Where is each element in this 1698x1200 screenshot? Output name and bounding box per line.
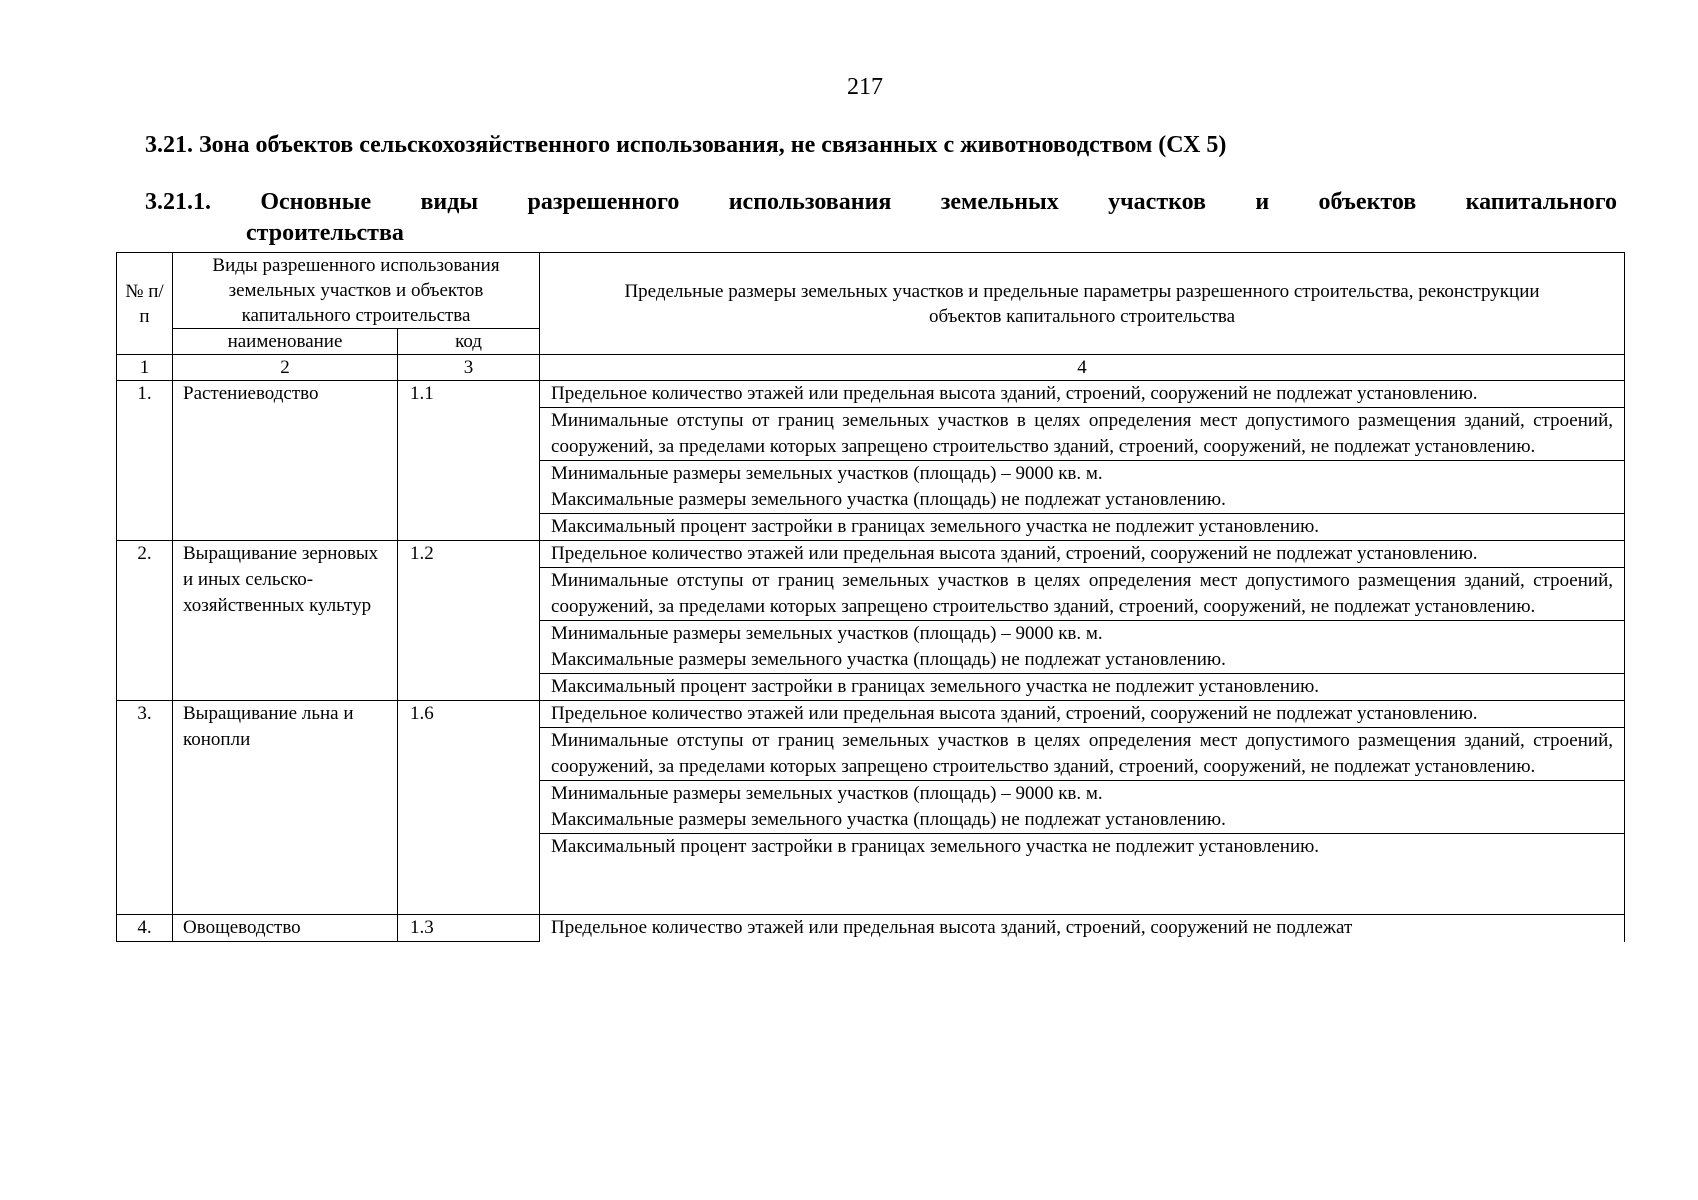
land-use-name: Выращивание зерновых и иных сельско-хозяйственных культур <box>173 541 398 701</box>
land-use-parameter: Предельное количество этажей или предельная высота зданий, строений, сооружений не подлежат установлению. <box>540 701 1625 728</box>
land-use-parameter: Максимальный процент застройки в границах земельного участка не подлежит установлению. <box>540 674 1625 701</box>
table-header-row <box>117 253 1625 329</box>
land-use-name: Выращивание льна и конопли <box>173 701 398 915</box>
land-use-code: 1.1 <box>398 381 540 541</box>
land-use-parameter: Максимальный процент застройки в границах земельного участка не подлежит установлению. <box>540 834 1625 915</box>
land-use-table <box>116 252 1625 942</box>
land-use-code: 1.3 <box>398 915 540 942</box>
header-name: наименование <box>173 329 398 355</box>
land-use-code: 1.6 <box>398 701 540 915</box>
land-use-parameter: Предельное количество этажей или предельная высота зданий, строений, сооружений не подлежат <box>540 915 1625 942</box>
col-number: 3 <box>398 355 540 381</box>
page-number: 217 <box>847 74 883 100</box>
col-number: 1 <box>117 355 173 381</box>
row-number: 2. <box>117 541 173 701</box>
table-row <box>117 381 1625 408</box>
header-num: № п/п <box>117 253 173 355</box>
table-row <box>117 701 1625 728</box>
land-use-parameter: Предельное количество этажей или предельная высота зданий, строений, сооружений не подлежат установлению. <box>540 541 1625 568</box>
subsection-title-continued: строительства <box>246 220 404 246</box>
land-use-parameter: Минимальные отступы от границ земельных участков в целях определения мест допустимого размещения зданий, строений, сооружений, за пределами которых запрещено строительство зданий, строений, сооружений, не подлежат установлению. <box>540 408 1625 461</box>
land-use-name: Овощеводство <box>173 915 398 942</box>
row-number: 1. <box>117 381 173 541</box>
land-use-parameter: Минимальные размеры земельных участков (площадь) – 9000 кв. м. Максимальные размеры земельного участка (площадь) не подлежат установлению. <box>540 781 1625 834</box>
row-number: 3. <box>117 701 173 915</box>
header-types-group: Виды разрешенного использования земельных участков и объектов капитального строительства <box>173 253 540 329</box>
table-column-numbers-row <box>117 355 1625 381</box>
land-use-parameter: Минимальные отступы от границ земельных участков в целях определения мест допустимого размещения зданий, строений, сооружений, за пределами которых запрещено строительство зданий, строений, сооружений, не подлежат установлению. <box>540 568 1625 621</box>
land-use-parameter: Минимальные отступы от границ земельных участков в целях определения мест допустимого размещения зданий, строений, сооружений, за пределами которых запрещено строительство зданий, строений, сооружений, не подлежат установлению. <box>540 728 1625 781</box>
col-number: 2 <box>173 355 398 381</box>
table-row <box>117 915 1625 942</box>
table-row <box>117 541 1625 568</box>
col-number: 4 <box>540 355 1625 381</box>
row-number: 4. <box>117 915 173 942</box>
land-use-code: 1.2 <box>398 541 540 701</box>
section-title: 3.21. Зона объектов сельскохозяйственного использования, не связанных с животноводством (СХ 5) <box>145 132 1227 158</box>
subsection-title: 3.21.1. Основные виды разрешенного использования земельных участков и объектов капитального <box>145 189 1617 215</box>
land-use-parameter: Минимальные размеры земельных участков (площадь) – 9000 кв. м. Максимальные размеры земельного участка (площадь) не подлежат установлению. <box>540 461 1625 514</box>
land-use-parameter: Максимальный процент застройки в границах земельного участка не подлежит установлению. <box>540 514 1625 541</box>
land-use-name: Растениеводство <box>173 381 398 541</box>
header-code: код <box>398 329 540 355</box>
land-use-parameter: Минимальные размеры земельных участков (площадь) – 9000 кв. м. Максимальные размеры земельного участка (площадь) не подлежат установлению. <box>540 621 1625 674</box>
header-limits: Предельные размеры земельных участков и предельные параметры разрешенного строительства, реконструкции объектов капитального строительства <box>540 253 1625 355</box>
land-use-parameter: Предельное количество этажей или предельная высота зданий, строений, сооружений не подлежат установлению. <box>540 381 1625 408</box>
